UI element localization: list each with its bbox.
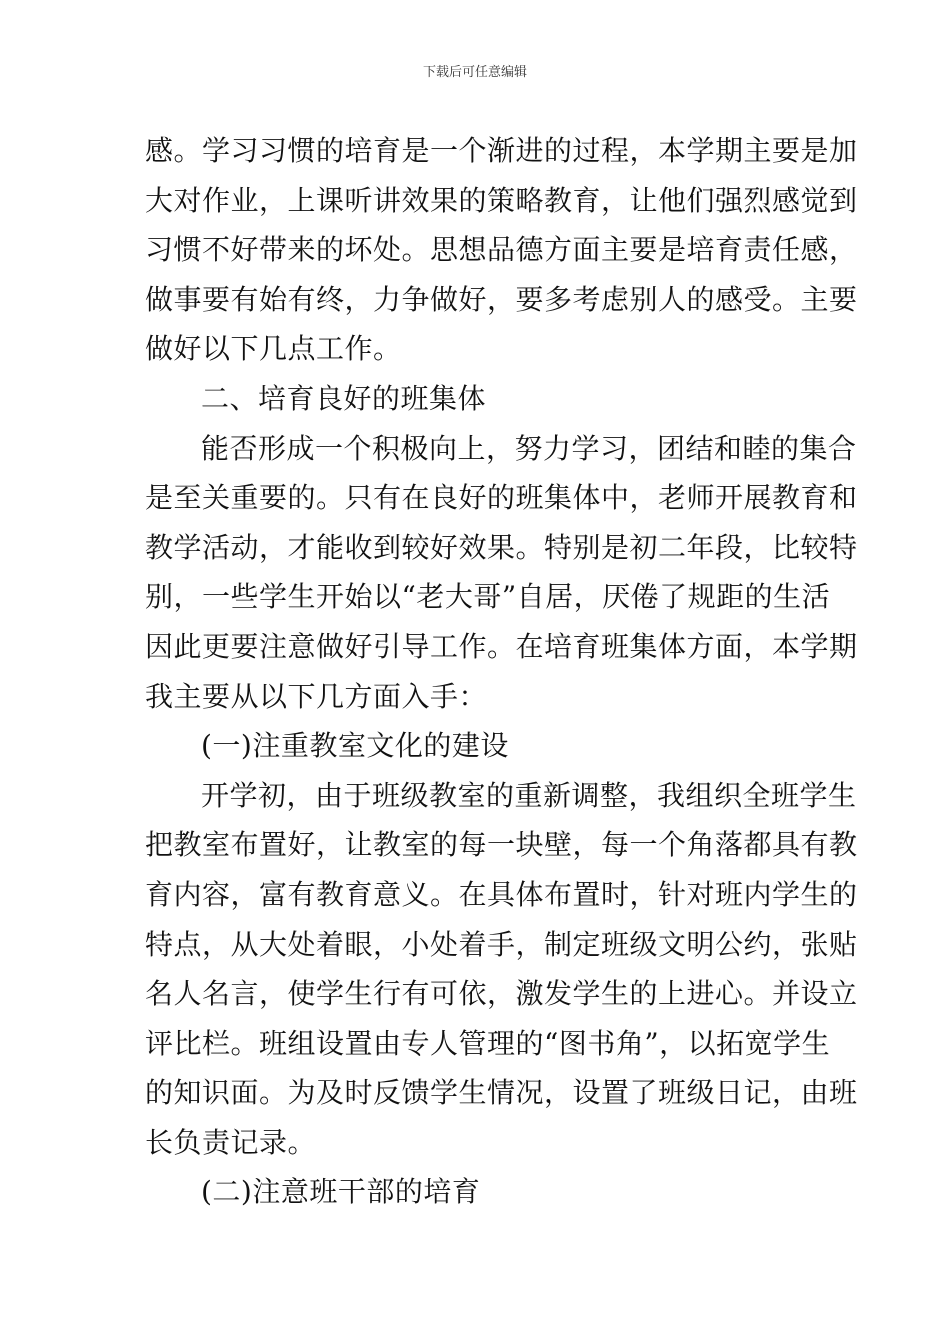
document-body [145, 126, 858, 1217]
text-line: 的知识面。为及时反馈学生情况，设置了班级日记，由班 [145, 1076, 858, 1110]
text-line: 开学初，由于班级教室的重新调整，我组织全班学生 [201, 778, 857, 812]
text-line: 教学活动，才能收到较好效果。特别是初二年段，比较特 [145, 530, 858, 564]
section-heading: 二、培育良好的班集体 [201, 381, 487, 415]
text-line: 特点，从大处着眼，小处着手，制定班级文明公约，张贴 [145, 927, 858, 961]
text-line: 因此更要注意做好引导工作。在培育班集体方面，本学期 [145, 629, 858, 663]
text-line: 评比栏。班组设置由专人管理的“图书角”，以拓宽学生 [145, 1026, 831, 1060]
text-line: 是至关重要的。只有在良好的班集体中，老师开展教育和 [145, 481, 858, 515]
text-line: 做好以下几点工作。 [145, 332, 402, 366]
page-header: 下载后可任意编辑 [422, 65, 527, 80]
text-line: 名人名言，使学生行有可依，激发学生的上进心。并设立 [145, 977, 858, 1011]
text-line: 能否形成一个积极向上，努力学习，团结和睦的集合 [201, 431, 857, 465]
text-line: 习惯不好带来的坏处。思想品德方面主要是培育责任感， [145, 233, 858, 267]
text-line: 长负责记录。 [145, 1125, 317, 1159]
text-line: 我主要从以下几方面入手： [145, 679, 488, 713]
text-line: 别，一些学生开始以“老大哥”自居，厌倦了规距的生活 [145, 580, 831, 614]
text-line: 感。学习习惯的培育是一个渐进的过程，本学期主要是加 [145, 134, 858, 167]
text-line: 把教室布置好，让教室的每一块壁，每一个角落都具有教 [145, 828, 858, 862]
text-line: 大对作业，上课听讲效果的策略教育，让他们强烈感觉到 [145, 183, 858, 217]
subsection-heading: (二)注意班干部的培育 [201, 1175, 481, 1209]
subsection-heading: (一)注重教室文化的建设 [201, 729, 509, 763]
text-line: 做事要有始有终，力争做好，要多考虑别人的感受。主要 [145, 282, 858, 316]
text-line: 育内容，富有教育意义。在具体布置时，针对班内学生的 [145, 877, 858, 911]
